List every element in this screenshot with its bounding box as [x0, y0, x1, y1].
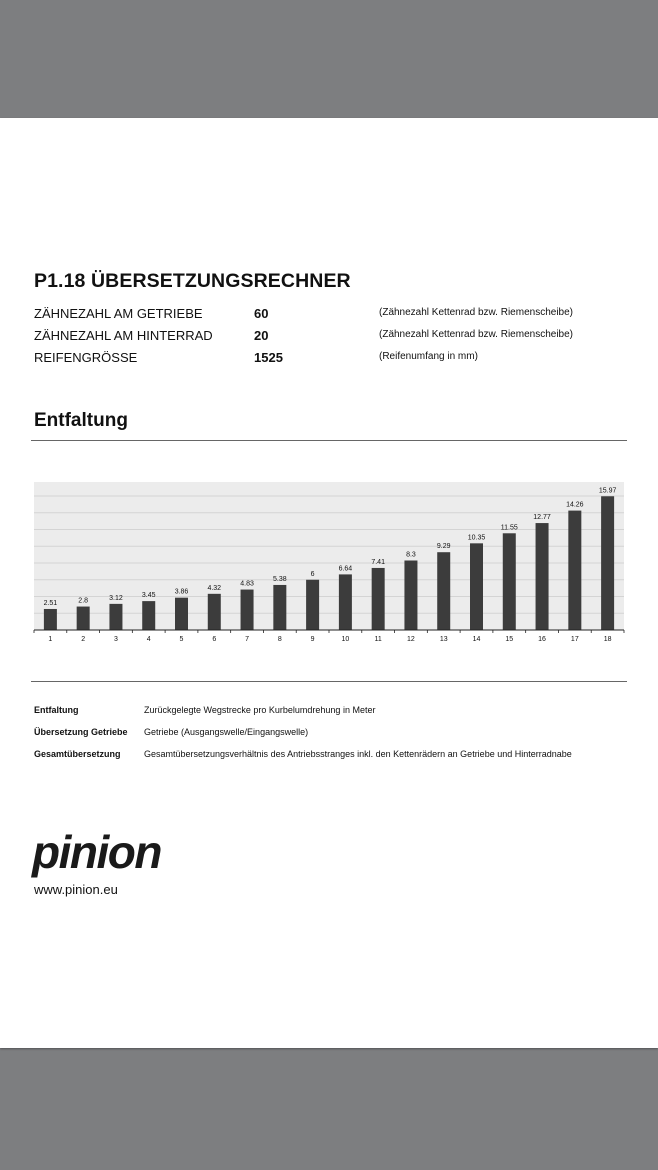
data-label: 10.35	[467, 534, 486, 542]
legend-row-gesamt	[34, 749, 634, 765]
param-note: (Zähnezahl Kettenrad bzw. Riemenscheibe)	[379, 329, 573, 340]
x-tick-label: 7	[245, 636, 250, 643]
bar	[404, 560, 417, 630]
param-value: 20	[254, 328, 269, 343]
x-tick-label: 5	[179, 636, 184, 643]
x-tick-label: 18	[603, 636, 612, 643]
legend-divider	[31, 681, 627, 682]
pinion-logo	[30, 832, 200, 880]
bar	[306, 580, 319, 630]
data-label: 2.8	[78, 597, 89, 605]
legend-desc: Getriebe (Ausgangswelle/Eingangswelle)	[144, 727, 309, 737]
data-label: 7.41	[371, 558, 385, 566]
x-tick-label: 8	[277, 636, 282, 643]
x-tick-label: 3	[113, 636, 118, 643]
bar	[241, 590, 254, 630]
plot-background	[34, 482, 624, 630]
x-tick-label: 13	[439, 636, 448, 643]
x-tick-label: 1	[48, 636, 53, 643]
bar	[44, 609, 57, 630]
legend-desc: Zurückgelegte Wegstrecke pro Kurbelumdrehung in Meter	[144, 705, 376, 715]
website-link[interactable]: www.pinion.eu	[34, 882, 118, 897]
param-note: (Zähnezahl Kettenrad bzw. Riemenscheibe)	[379, 307, 573, 318]
legend-term: Gesamtübersetzung	[34, 749, 121, 759]
bar-chart	[0, 118, 658, 658]
bar	[568, 511, 581, 630]
page-title: P1.18 ÜBERSETZUNGSRECHNER	[34, 270, 351, 292]
data-label: 3.45	[141, 592, 156, 600]
data-label: 9.29	[436, 543, 451, 551]
param-note: (Reifenumfang in mm)	[379, 351, 478, 362]
x-tick-label: 17	[570, 636, 579, 643]
legend-term: Übersetzung Getriebe	[34, 727, 128, 737]
x-tick-label: 16	[538, 636, 546, 643]
x-tick-label: 9	[310, 636, 315, 643]
legend-row-uebersetzung	[34, 727, 634, 743]
bar	[372, 568, 385, 630]
bar	[109, 604, 122, 630]
data-label: 3.12	[109, 594, 123, 602]
data-label: 12.77	[533, 514, 551, 522]
data-label: 4.83	[240, 580, 254, 588]
param-value: 60	[254, 306, 269, 321]
param-label: ZÄHNEZAHL AM GETRIEBE	[34, 306, 203, 321]
data-label: 14.26	[566, 501, 584, 509]
data-label: 11.55	[500, 524, 518, 532]
section-title: Entfaltung	[34, 410, 128, 431]
bar	[339, 574, 352, 630]
x-tick-label: 10	[341, 636, 350, 643]
param-label: ZÄHNEZAHL AM HINTERRAD	[34, 328, 213, 343]
param-label: REIFENGRÖSSE	[34, 350, 138, 365]
bar	[208, 594, 221, 630]
document-page	[0, 118, 658, 1048]
x-tick-label: 14	[472, 636, 481, 643]
x-tick-label: 4	[146, 636, 151, 643]
x-tick-label: 6	[212, 636, 217, 643]
bar	[437, 552, 450, 630]
data-label: 15.97	[598, 487, 617, 495]
legend-term: Entfaltung	[34, 705, 79, 715]
data-label: 5.38	[273, 575, 287, 583]
x-tick-label: 15	[505, 636, 514, 643]
bar	[601, 496, 614, 630]
data-label: 6	[310, 570, 315, 578]
x-tick-label: 11	[374, 636, 382, 643]
bar	[175, 598, 188, 630]
logo-text: pinion	[32, 832, 161, 878]
data-label: 8.3	[406, 551, 416, 559]
legend-row-entfaltung	[34, 705, 634, 721]
bar	[273, 585, 286, 630]
bar	[77, 607, 90, 630]
legend-desc: Gesamtübersetzungsverhältnis des Antriebsstranges inkl. den Kettenrädern an Getriebe und Hinterradnabe	[144, 749, 572, 759]
data-label: 6.64	[338, 565, 353, 573]
x-tick-label: 2	[81, 636, 86, 643]
param-value: 1525	[254, 350, 283, 365]
bar	[503, 533, 516, 630]
bar	[536, 523, 549, 630]
background-top	[0, 0, 658, 118]
data-label: 2.51	[43, 599, 58, 607]
data-label: 4.32	[207, 584, 222, 592]
bar	[142, 601, 155, 630]
bar	[470, 543, 483, 630]
x-tick-label: 12	[407, 636, 415, 643]
data-label: 3.86	[174, 588, 189, 596]
